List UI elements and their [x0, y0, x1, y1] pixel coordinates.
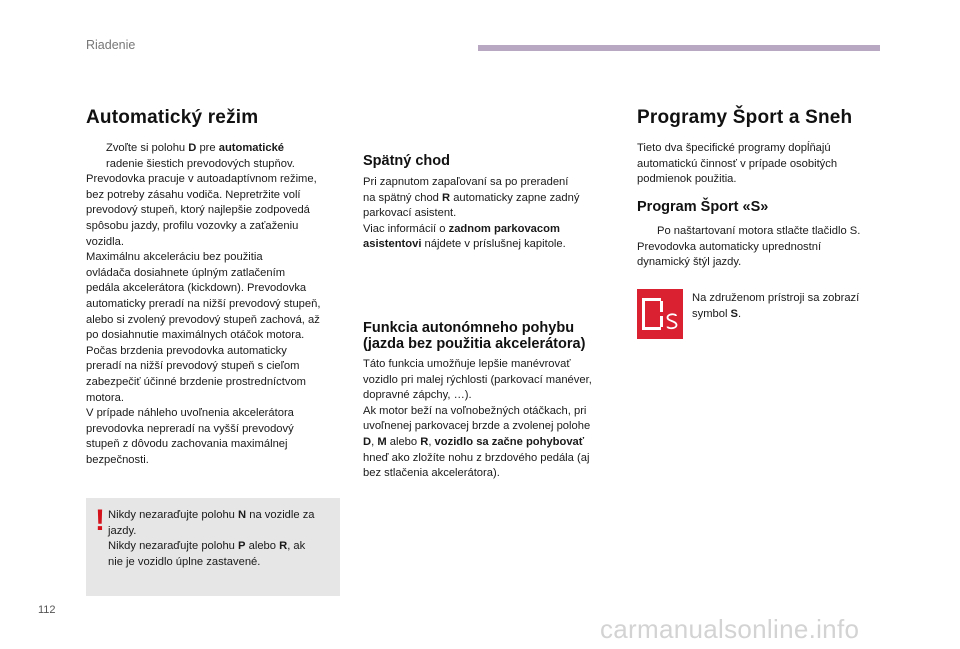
bullet-item: Zvoľte si polohu D pre automatické — [106, 142, 285, 154]
sport-snow-programs-title: Programy Šport a Sneh — [637, 107, 853, 128]
automatic-mode-text: Zvoľte si polohu D pre automatické radenie šiestich prevodových stupňov. Prevodovka pracuje v autoadaptívnom režime, bez potreby zásahu vodiča. Nepretržite volí prevodový stupeň, ktorý najlepšie zodpovedá spôsobu jazdy, profilu vozovky a zaťaženiu vozidla. Maximálnu akceleráciu bez použitia ovládača dosiahnete úplným zatlačením pedála akcelerátora (kickdown). Prevodovka automaticky preradí na nižší prevodový stupeň, alebo si zvolený prevodový stupeň zachová, až po dosiahnutie maximálnych otáčok motora. Počas brzdenia prevodovka automaticky preradí na nižší prevodový stupeň s cieľom zabezpečiť účinné brzdenie prostredníctvom motora. V prípade náhleho uvoľnenia akcelerátora prevodovka nepreradí na vyšší prevodový stupeň z dôvodu zachovania maximálnej bezpečnosti. — [86, 141, 348, 468]
programs-intro-text: Tieto dva špecifické programy dopĺňajú automatickú činnosť v prípade osobitých podmienok použitia. — [637, 142, 838, 186]
section-label: Riadenie — [86, 38, 136, 52]
warning-exclamation-icon: ! — [95, 504, 105, 537]
sport-program-text: Po naštartovaní motora stlačte tlačidlo S. Prevodovka automaticky uprednostní dynamický štýl jazdy. — [637, 224, 889, 271]
warning-text: Nikdy nezaraďujte polohu N na vozidle za jazdy. Nikdy nezaraďujte polohu P alebo R, ak nie je vozidlo úplne zastavené. — [108, 509, 315, 568]
icon-caption: Na združenom prístroji sa zobrazí symbol S. — [692, 292, 860, 320]
reverse-gear-text: Pri zapnutom zapaľovaní sa po preradení na spätný chod R automaticky zapne zadný parkovací asistent. Viac informácií o zadnom parkovacom asistentovi nájdete v príslušnej kapitole. — [363, 176, 580, 251]
creep-function-title: Funkcia autonómneho pohybu (jazda bez použitia akcelerátora) — [363, 320, 586, 352]
header-accent-bar — [478, 45, 880, 51]
ds-symbol-icon — [637, 289, 683, 339]
page-number: 112 — [38, 604, 56, 616]
reverse-gear-title: Spätný chod — [363, 153, 451, 169]
bullet-item: Po naštartovaní motora stlačte tlačidlo S. — [657, 225, 861, 237]
sport-mode-ds-icon — [637, 289, 683, 339]
sport-program-title: Program Šport «S» — [637, 199, 769, 215]
automatic-mode-title: Automatický režim — [86, 107, 259, 128]
watermark: carmanualsonline.info — [600, 614, 860, 644]
creep-function-text: Táto funkcia umožňuje lepšie manévrovať vozidlo pri malej rýchlosti (parkovací manéver, dopravné zápchy, …). Ak motor beží na voľnobežných otáčkach, pri uvoľnenej parkovacej brzde a zvolenej polohe D, M alebo R, vozidlo sa začne pohybovať hneď ako zložíte nohu z brzdového pedála (aj bez stlačenia akcelerátora). — [363, 358, 592, 480]
